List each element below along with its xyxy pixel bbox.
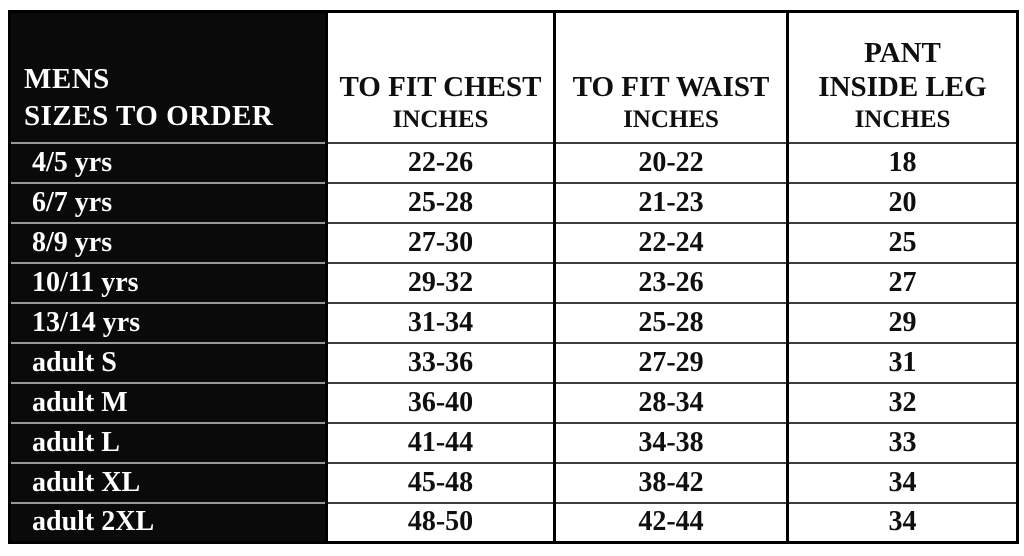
- leg-value: 25: [788, 223, 1018, 263]
- table-row: [10, 303, 1018, 343]
- chest-value: 36-40: [327, 383, 555, 423]
- waist-value: 23-26: [555, 263, 788, 303]
- chest-value: 45-48: [327, 463, 555, 503]
- header-chest-line2: INCHES: [392, 105, 489, 133]
- table-row: [10, 263, 1018, 303]
- table-row: [10, 183, 1018, 223]
- size-label: adult L: [10, 423, 327, 463]
- leg-value: 18: [788, 143, 1018, 183]
- leg-value: 29: [788, 303, 1018, 343]
- waist-value: 20-22: [555, 143, 788, 183]
- header-sizes-line1: MENS: [24, 62, 110, 95]
- size-label: adult M: [10, 383, 327, 423]
- header-waist-line2: INCHES: [623, 105, 719, 133]
- waist-value: 42-44: [555, 503, 788, 543]
- chest-value: 25-28: [327, 183, 555, 223]
- header-leg-line3: INCHES: [854, 105, 951, 133]
- header-waist: [555, 12, 788, 143]
- waist-value: 38-42: [555, 463, 788, 503]
- table-row: [10, 143, 1018, 183]
- size-label: 6/7 yrs: [10, 183, 327, 223]
- chest-value: 31-34: [327, 303, 555, 343]
- header-leg-line2: INSIDE LEG: [818, 70, 987, 103]
- waist-value: 28-34: [555, 383, 788, 423]
- size-label: adult 2XL: [10, 503, 327, 543]
- chest-value: 41-44: [327, 423, 555, 463]
- size-chart-table: [8, 10, 1019, 544]
- size-chart: [8, 10, 1016, 544]
- table-body: [10, 143, 1018, 543]
- waist-value: 34-38: [555, 423, 788, 463]
- size-label: 8/9 yrs: [10, 223, 327, 263]
- table-row: [10, 343, 1018, 383]
- waist-value: 21-23: [555, 183, 788, 223]
- chest-value: 27-30: [327, 223, 555, 263]
- size-label: 13/14 yrs: [10, 303, 327, 343]
- leg-value: 32: [788, 383, 1018, 423]
- size-label: 10/11 yrs: [10, 263, 327, 303]
- header-waist-line1: TO FIT WAIST: [572, 70, 770, 103]
- chest-value: 33-36: [327, 343, 555, 383]
- leg-value: 27: [788, 263, 1018, 303]
- table-row: [10, 503, 1018, 543]
- chest-value: 48-50: [327, 503, 555, 543]
- waist-value: 27-29: [555, 343, 788, 383]
- size-label: adult S: [10, 343, 327, 383]
- chest-value: 29-32: [327, 263, 555, 303]
- size-label: adult XL: [10, 463, 327, 503]
- header-leg-line1: PANT: [864, 36, 941, 69]
- chest-value: 22-26: [327, 143, 555, 183]
- waist-value: 25-28: [555, 303, 788, 343]
- leg-value: 33: [788, 423, 1018, 463]
- table-row: [10, 223, 1018, 263]
- header-chest: [327, 12, 555, 143]
- header-sizes-to-order: [10, 12, 327, 143]
- size-label: 4/5 yrs: [10, 143, 327, 183]
- waist-value: 22-24: [555, 223, 788, 263]
- leg-value: 34: [788, 503, 1018, 543]
- leg-value: 31: [788, 343, 1018, 383]
- header-chest-line1: TO FIT CHEST: [339, 70, 542, 103]
- header-sizes-line2: SIZES TO ORDER: [24, 99, 274, 132]
- header-row: [10, 12, 1018, 143]
- table-row: [10, 423, 1018, 463]
- leg-value: 34: [788, 463, 1018, 503]
- leg-value: 20: [788, 183, 1018, 223]
- table-row: [10, 463, 1018, 503]
- table-row: [10, 383, 1018, 423]
- header-inside-leg: [788, 12, 1018, 143]
